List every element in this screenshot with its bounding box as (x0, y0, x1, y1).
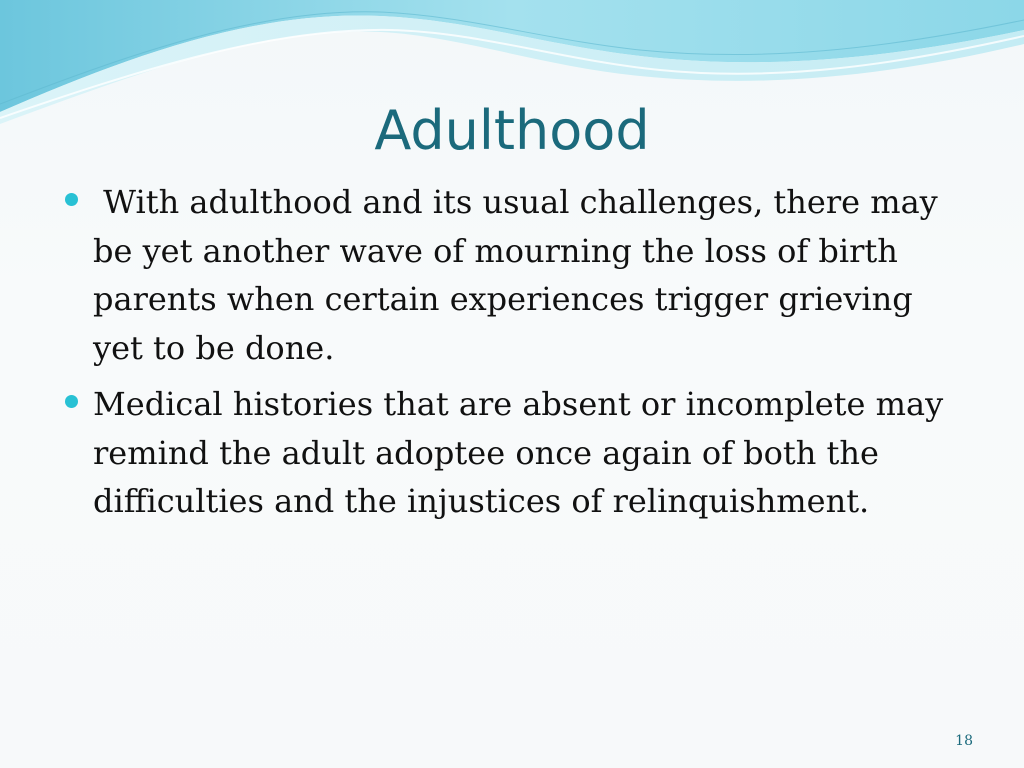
bullet-list (62, 178, 952, 534)
bullet-text: With adulthood and its usual challenges, there may be yet another wave of mourning the loss of birth parents when certain experiences trigger grieving yet to be done. (93, 183, 948, 367)
slide-title: Adulthood (374, 99, 650, 162)
page-number: 18 (955, 733, 973, 749)
bullet-point-icon (65, 193, 78, 206)
bullet-point-icon (65, 395, 78, 408)
bullet-text: Medical histories that are absent or incomplete may remind the adult adoptee once again of both the difficulties and the injustices of relinquishment. (93, 385, 944, 520)
bullet-item (62, 178, 952, 372)
bullet-item (62, 380, 952, 526)
